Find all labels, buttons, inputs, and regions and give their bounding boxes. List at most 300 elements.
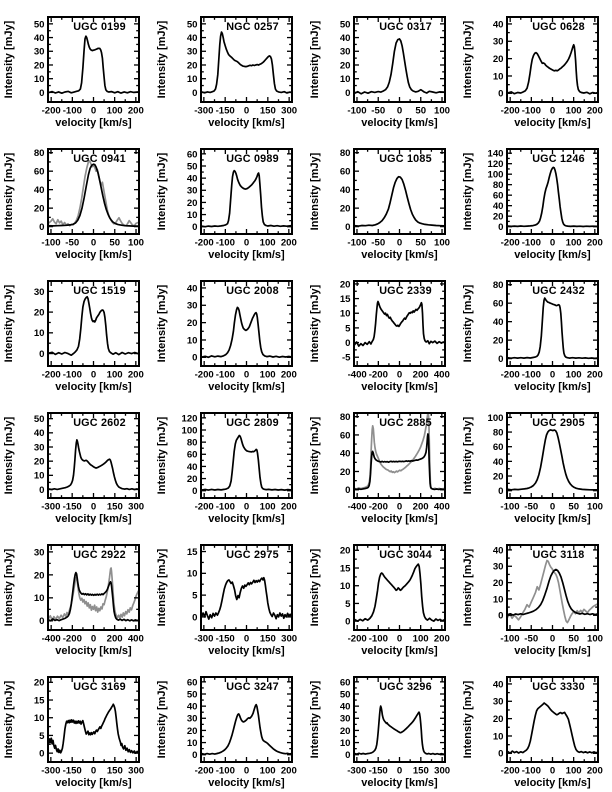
- x-axis-label: velocity [km/s]: [208, 381, 285, 393]
- spectrum-plot: [0, 396, 153, 528]
- spectrum-plot: [153, 264, 306, 396]
- x-tick-label: 300: [281, 633, 298, 645]
- panel-title: UGC 2905: [532, 417, 585, 429]
- spectrum-plot: [306, 264, 459, 396]
- spectrum-panel-ugc-3169: [0, 660, 153, 792]
- hi-profile-line: [508, 45, 597, 94]
- x-tick-label: -200: [194, 765, 214, 777]
- spectrum-panel-ugc-1085: [306, 132, 459, 264]
- y-tick-label: 60: [339, 677, 351, 689]
- y-tick-label: 5: [39, 730, 45, 742]
- y-tick-label: 15: [186, 546, 198, 558]
- x-tick-label: 100: [565, 765, 582, 777]
- x-tick-label: 100: [565, 369, 582, 381]
- x-tick-label: 0: [549, 237, 556, 249]
- y-tick-label: 10: [33, 470, 45, 482]
- x-tick-label: -300: [347, 765, 367, 777]
- x-tick-label: 300: [281, 105, 298, 117]
- x-tick-label: 100: [259, 369, 276, 381]
- spectrum-panel-ugc-2432: [459, 264, 612, 396]
- y-tick-label: 80: [339, 148, 351, 160]
- y-tick-label: 0: [345, 87, 351, 99]
- x-tick-label: 0: [243, 105, 250, 117]
- x-tick-label: -200: [500, 765, 520, 777]
- x-tick-label: 300: [128, 501, 145, 513]
- y-tick-label: 10: [33, 74, 45, 86]
- y-tick-label: 40: [186, 283, 198, 295]
- y-tick-label: 20: [33, 307, 45, 319]
- panel-title: UGC 0989: [226, 153, 279, 165]
- y-tick-label: 20: [492, 714, 504, 726]
- x-tick-label: 200: [127, 369, 144, 381]
- x-tick-label: -100: [500, 633, 520, 645]
- spectrum-panel-ugc-1246: [459, 132, 612, 264]
- hi-profile-line: [355, 564, 444, 621]
- x-tick-label: 100: [587, 633, 604, 645]
- spectrum-plot: [153, 0, 306, 132]
- hi-profile-line: [49, 36, 138, 93]
- x-tick-label: -300: [194, 105, 214, 117]
- spectrum-plot: [0, 264, 153, 396]
- hi-profile-line: [202, 705, 292, 755]
- panel-title: UGC 3247: [226, 681, 279, 693]
- spectrum-panel-ugc-2602: [0, 396, 153, 528]
- y-axis-label: Intensity [mJy]: [462, 284, 474, 363]
- y-axis-label: Intensity [mJy]: [3, 152, 15, 231]
- spectrum-plot: [306, 660, 459, 792]
- hi-profile-line: [508, 703, 597, 753]
- x-tick-label: -200: [194, 369, 214, 381]
- x-axis-label: velocity [km/s]: [55, 249, 132, 261]
- x-tick-label: 100: [434, 237, 451, 249]
- x-tick-label: 0: [90, 237, 97, 249]
- y-tick-label: 10: [339, 74, 351, 86]
- x-tick-label: 200: [586, 369, 603, 381]
- y-tick-label: 0: [39, 484, 45, 496]
- y-tick-label: 0: [498, 748, 504, 760]
- panel-title: UGC 2602: [73, 417, 126, 429]
- x-tick-label: 200: [280, 369, 297, 381]
- x-tick-label: 0: [549, 633, 556, 645]
- spectrum-panel-ugc-2885: [306, 396, 459, 528]
- x-tick-label: 400: [127, 633, 144, 645]
- x-tick-label: -100: [215, 237, 235, 249]
- y-tick-label: 15: [33, 695, 45, 707]
- x-tick-label: 0: [549, 369, 556, 381]
- x-tick-label: 150: [259, 105, 276, 117]
- hi-profile-line: [202, 307, 292, 357]
- x-tick-label: 0: [549, 501, 556, 513]
- hi-profile-line: [508, 430, 597, 490]
- y-tick-label: 15: [339, 293, 351, 305]
- spectrum-panel-ugc-0941: [0, 132, 153, 264]
- x-tick-label: -150: [215, 105, 235, 117]
- y-tick-label: 10: [339, 581, 351, 593]
- y-tick-label: 0: [345, 616, 351, 628]
- spectrum-panel-ngc-0257: [153, 0, 306, 132]
- x-tick-label: -300: [41, 765, 61, 777]
- x-tick-label: 200: [412, 501, 429, 513]
- y-tick-label: 30: [33, 46, 45, 58]
- y-tick-label: 80: [492, 427, 504, 439]
- x-tick-label: -150: [368, 765, 388, 777]
- y-tick-label: 80: [492, 180, 504, 192]
- y-tick-label: 10: [492, 731, 504, 743]
- y-tick-label: 0: [39, 87, 45, 99]
- x-tick-label: 0: [243, 369, 250, 381]
- panel-title: UGC 3330: [532, 681, 585, 693]
- y-tick-label: 20: [186, 725, 198, 737]
- spectrum-panel-ugc-0317: [306, 0, 459, 132]
- x-tick-label: 0: [243, 501, 250, 513]
- y-tick-label: 20: [33, 203, 45, 215]
- y-tick-label: 30: [339, 46, 351, 58]
- hi-profile-line: [49, 297, 138, 355]
- y-tick-label: 10: [33, 328, 45, 340]
- y-axis-label: Intensity [mJy]: [309, 680, 321, 759]
- x-tick-label: -200: [194, 501, 214, 513]
- x-tick-label: 200: [106, 633, 123, 645]
- x-tick-label: 100: [106, 369, 123, 381]
- x-tick-label: 0: [549, 765, 556, 777]
- x-tick-label: 0: [396, 501, 403, 513]
- x-axis-label: velocity [km/s]: [208, 249, 285, 261]
- x-tick-label: -100: [62, 369, 82, 381]
- x-axis-label: velocity [km/s]: [208, 777, 285, 789]
- y-tick-label: 50: [186, 19, 198, 31]
- x-tick-label: 200: [412, 369, 429, 381]
- y-axis-label: Intensity [mJy]: [309, 20, 321, 99]
- panel-title: UGC 0317: [379, 21, 432, 33]
- y-tick-label: 30: [186, 713, 198, 725]
- x-axis-label: velocity [km/s]: [55, 117, 132, 129]
- x-tick-label: 0: [396, 765, 403, 777]
- x-axis-label: velocity [km/s]: [514, 117, 591, 129]
- x-axis-label: velocity [km/s]: [514, 513, 591, 525]
- y-tick-label: 10: [186, 335, 198, 347]
- spectrum-panel-ugc-2809: [153, 396, 306, 528]
- x-tick-label: -100: [368, 633, 388, 645]
- x-tick-label: 100: [565, 237, 582, 249]
- hi-profile-line: [202, 578, 292, 619]
- x-axis-label: velocity [km/s]: [55, 513, 132, 525]
- y-tick-label: 40: [186, 32, 198, 44]
- panel-title: UGC 1085: [379, 153, 432, 165]
- y-tick-label: 30: [186, 185, 198, 197]
- y-tick-label: 0: [39, 348, 45, 360]
- y-tick-label: 5: [192, 590, 198, 602]
- y-tick-label: 15: [339, 563, 351, 575]
- y-tick-label: 50: [33, 19, 45, 31]
- y-tick-label: 100: [181, 425, 198, 437]
- x-tick-label: 50: [109, 237, 121, 249]
- x-tick-label: 100: [259, 501, 276, 513]
- x-axis-label: velocity [km/s]: [361, 777, 438, 789]
- y-tick-label: 140: [487, 148, 504, 160]
- spectrum-panel-ugc-2975: [153, 528, 306, 660]
- y-tick-label: 50: [339, 689, 351, 701]
- spectrum-panel-ugc-2339: [306, 264, 459, 396]
- y-tick-label: 20: [339, 545, 351, 557]
- x-tick-label: 150: [259, 633, 276, 645]
- x-axis-label: velocity [km/s]: [208, 513, 285, 525]
- x-tick-label: -100: [500, 501, 520, 513]
- y-tick-label: 60: [339, 166, 351, 178]
- y-axis-label: Intensity [mJy]: [156, 680, 168, 759]
- x-tick-label: -400: [347, 501, 367, 513]
- x-tick-label: 400: [433, 501, 450, 513]
- x-tick-label: 0: [243, 633, 250, 645]
- y-tick-label: 0: [345, 222, 351, 234]
- spectrum-panel-ugc-3296: [306, 660, 459, 792]
- spectrum-panel-ugc-3330: [459, 660, 612, 792]
- spectrum-plot: [153, 396, 306, 528]
- spectrum-plot: [459, 528, 612, 660]
- hi-profile-line: [202, 171, 291, 227]
- spectrum-panel-ugc-2905: [459, 396, 612, 528]
- x-tick-label: 50: [415, 237, 427, 249]
- x-tick-label: 100: [259, 765, 276, 777]
- spectrum-plot: [0, 528, 153, 660]
- x-tick-label: -50: [371, 105, 386, 117]
- y-tick-label: 5: [345, 598, 351, 610]
- spectrum-plot: [306, 396, 459, 528]
- y-tick-label: 40: [33, 428, 45, 440]
- x-tick-label: -200: [368, 501, 388, 513]
- comparison-profile-line: [49, 161, 138, 226]
- x-tick-label: 0: [396, 369, 403, 381]
- x-tick-label: 100: [412, 633, 429, 645]
- spectrum-panel-ugc-3247: [153, 660, 306, 792]
- y-tick-label: 20: [33, 677, 45, 689]
- hi-profile-line: [508, 298, 597, 358]
- x-tick-label: 150: [106, 765, 123, 777]
- panel-title: UGC 3296: [379, 681, 432, 693]
- x-tick-label: 0: [90, 369, 97, 381]
- x-tick-label: -100: [521, 105, 541, 117]
- y-tick-label: 0: [498, 88, 504, 100]
- y-axis-label: Intensity [mJy]: [462, 416, 474, 495]
- y-axis-label: Intensity [mJy]: [156, 152, 168, 231]
- y-tick-label: 20: [186, 197, 198, 209]
- y-tick-label: 0: [192, 750, 198, 762]
- y-tick-label: 50: [186, 689, 198, 701]
- x-tick-label: 100: [434, 105, 451, 117]
- panel-title: UGC 3118: [532, 549, 585, 561]
- x-tick-label: -200: [41, 105, 61, 117]
- spectrum-panel-ugc-3044: [306, 528, 459, 660]
- y-tick-label: 20: [492, 211, 504, 223]
- y-tick-label: 60: [339, 430, 351, 442]
- y-tick-label: 40: [339, 185, 351, 197]
- x-tick-label: -50: [371, 237, 386, 249]
- y-tick-label: 0: [39, 748, 45, 760]
- panel-title: UGC 1246: [532, 153, 585, 165]
- x-tick-label: 400: [433, 369, 450, 381]
- y-tick-label: 40: [492, 317, 504, 329]
- y-axis-label: Intensity [mJy]: [462, 152, 474, 231]
- hi-profile-line: [355, 177, 444, 226]
- y-tick-label: 0: [498, 354, 504, 366]
- x-tick-label: 200: [280, 237, 297, 249]
- x-axis-label: velocity [km/s]: [55, 777, 132, 789]
- spectrum-plot: [459, 396, 612, 528]
- panel-title: UGC 2922: [73, 549, 126, 561]
- y-tick-label: 10: [186, 568, 198, 580]
- x-tick-label: 0: [396, 633, 403, 645]
- panel-title: UGC 2432: [532, 285, 585, 297]
- y-tick-label: 40: [492, 201, 504, 213]
- x-axis-label: velocity [km/s]: [208, 645, 285, 657]
- spectrum-panel-ugc-2922: [0, 528, 153, 660]
- y-tick-label: 30: [492, 36, 504, 48]
- y-axis-label: Intensity [mJy]: [309, 152, 321, 231]
- panel-title: UGC 2339: [379, 285, 432, 297]
- y-tick-label: 10: [33, 713, 45, 725]
- y-tick-label: 40: [33, 185, 45, 197]
- spectrum-panel-ugc-0989: [153, 132, 306, 264]
- spectrum-plot: [459, 0, 612, 132]
- y-tick-label: 40: [492, 456, 504, 468]
- y-tick-label: 0: [192, 352, 198, 364]
- y-tick-label: 60: [492, 298, 504, 310]
- y-tick-label: 20: [339, 725, 351, 737]
- x-tick-label: 150: [106, 501, 123, 513]
- x-tick-label: -200: [347, 633, 367, 645]
- y-tick-label: 120: [181, 413, 198, 425]
- y-tick-label: 40: [33, 32, 45, 44]
- x-tick-label: 200: [586, 105, 603, 117]
- y-tick-label: 0: [498, 222, 504, 234]
- x-axis-label: velocity [km/s]: [514, 645, 591, 657]
- x-tick-label: 150: [412, 765, 429, 777]
- panel-title: UGC 0199: [73, 21, 126, 33]
- y-tick-label: 10: [492, 594, 504, 606]
- x-tick-label: -200: [368, 369, 388, 381]
- y-axis-label: Intensity [mJy]: [462, 548, 474, 627]
- y-tick-label: 40: [492, 679, 504, 691]
- x-axis-label: velocity [km/s]: [514, 777, 591, 789]
- x-tick-label: -200: [500, 369, 520, 381]
- panel-title: UGC 2975: [226, 549, 279, 561]
- spectrum-plot: [459, 132, 612, 264]
- y-tick-label: 60: [186, 449, 198, 461]
- y-tick-label: 0: [192, 87, 198, 99]
- x-tick-label: -100: [62, 105, 82, 117]
- y-tick-label: 20: [33, 60, 45, 72]
- spectrum-plot: [153, 660, 306, 792]
- spectrum-panel-ugc-2008: [153, 264, 306, 396]
- y-tick-label: 80: [33, 148, 45, 160]
- panel-title: UGC 2809: [226, 417, 279, 429]
- y-tick-label: 30: [186, 46, 198, 58]
- x-tick-label: -200: [500, 237, 520, 249]
- y-tick-label: 40: [186, 701, 198, 713]
- y-tick-label: 20: [492, 577, 504, 589]
- y-tick-label: 30: [492, 696, 504, 708]
- x-axis-label: velocity [km/s]: [361, 645, 438, 657]
- hi-profile-line: [49, 704, 139, 753]
- hi-profile-line: [355, 39, 444, 94]
- spectrum-plot: [306, 132, 459, 264]
- spectrum-panel-ugc-3118: [459, 528, 612, 660]
- x-tick-label: -100: [347, 105, 367, 117]
- y-tick-label: 60: [186, 677, 198, 689]
- y-tick-label: 30: [339, 713, 351, 725]
- y-tick-label: 80: [186, 437, 198, 449]
- y-tick-label: 80: [492, 280, 504, 292]
- y-tick-label: -5: [341, 352, 351, 364]
- x-tick-label: -150: [62, 765, 82, 777]
- y-tick-label: 60: [186, 149, 198, 161]
- y-tick-label: 30: [33, 286, 45, 298]
- x-axis-label: velocity [km/s]: [55, 645, 132, 657]
- panel-title: UGC 3169: [73, 681, 126, 693]
- x-tick-label: -200: [194, 237, 214, 249]
- x-tick-label: -100: [215, 369, 235, 381]
- hi-profile-line: [49, 164, 138, 226]
- y-tick-label: 50: [186, 161, 198, 173]
- x-axis-label: velocity [km/s]: [514, 249, 591, 261]
- x-axis-label: velocity [km/s]: [361, 249, 438, 261]
- y-tick-label: 10: [339, 737, 351, 749]
- y-tick-label: 50: [33, 414, 45, 426]
- spectrum-plot: [459, 264, 612, 396]
- spectrum-panel-ugc-1519: [0, 264, 153, 396]
- y-axis-label: Intensity [mJy]: [156, 20, 168, 99]
- y-tick-label: 0: [39, 616, 45, 628]
- spectrum-plot: [153, 132, 306, 264]
- y-axis-label: Intensity [mJy]: [156, 548, 168, 627]
- y-axis-label: Intensity [mJy]: [309, 548, 321, 627]
- x-tick-label: 0: [396, 237, 403, 249]
- y-tick-label: 40: [492, 545, 504, 557]
- x-tick-label: 100: [106, 105, 123, 117]
- y-tick-label: 20: [186, 473, 198, 485]
- y-tick-label: 0: [345, 750, 351, 762]
- spectrum-plot: [459, 660, 612, 792]
- y-tick-label: 20: [339, 203, 351, 215]
- x-tick-label: 0: [243, 765, 250, 777]
- x-tick-label: -400: [347, 369, 367, 381]
- y-axis-label: Intensity [mJy]: [3, 284, 15, 363]
- x-tick-label: -200: [500, 105, 520, 117]
- y-tick-label: 0: [192, 612, 198, 624]
- x-tick-label: 300: [434, 765, 451, 777]
- y-tick-label: 0: [192, 222, 198, 234]
- x-tick-label: -200: [62, 633, 82, 645]
- y-tick-label: 40: [492, 19, 504, 31]
- y-tick-label: 0: [345, 337, 351, 349]
- y-tick-label: 50: [339, 19, 351, 31]
- y-tick-label: 0: [498, 486, 504, 498]
- x-tick-label: 200: [586, 765, 603, 777]
- x-tick-label: 100: [259, 237, 276, 249]
- y-tick-label: 0: [345, 485, 351, 497]
- panel-title: NGC 0257: [226, 21, 279, 33]
- y-tick-label: 10: [339, 308, 351, 320]
- x-axis-label: velocity [km/s]: [55, 381, 132, 393]
- x-tick-label: 50: [568, 633, 580, 645]
- y-tick-label: 0: [39, 222, 45, 234]
- y-tick-label: 20: [339, 60, 351, 72]
- panel-title: UGC 0941: [73, 153, 126, 165]
- x-tick-label: -100: [347, 237, 367, 249]
- y-tick-label: 100: [487, 412, 504, 424]
- y-axis-label: Intensity [mJy]: [3, 20, 15, 99]
- hi-profile-line: [202, 32, 292, 93]
- x-axis-label: velocity [km/s]: [361, 381, 438, 393]
